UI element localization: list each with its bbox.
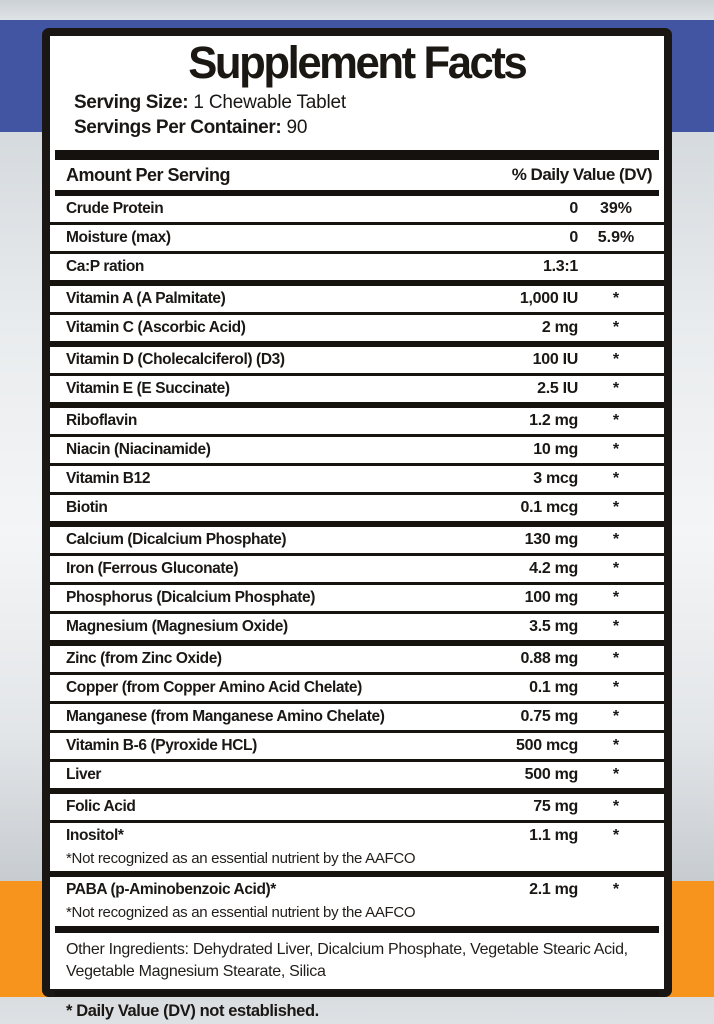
nutrient-name: Ca:P ration [66, 257, 144, 275]
nutrient-amount: 100 IU [532, 350, 578, 368]
nutrient-daily-value: * [612, 736, 620, 754]
nutrient-daily-value: 39% [599, 199, 633, 217]
table-row [50, 556, 664, 585]
nutrient-daily-value: * [612, 881, 620, 899]
table-row [50, 196, 664, 225]
nutrient-daily-value: * [612, 498, 620, 516]
nutrient-daily-value: * [612, 559, 620, 577]
daily-value-header: % Daily Value (DV) [511, 165, 652, 185]
nutrient-daily-value: * [612, 289, 620, 307]
nutrient-name: Iron (Ferrous Gluconate) [66, 559, 239, 577]
servings-per-container-label: Servings Per Container: [74, 117, 282, 139]
table-row [50, 254, 664, 286]
table-row [50, 733, 664, 762]
nutrient-daily-value: * [612, 379, 620, 397]
nutrient-name: Moisture (max) [66, 228, 171, 246]
nutrient-daily-value: * [612, 411, 620, 429]
table-row [50, 286, 664, 315]
aafco-note: *Not recognized as an essential nutrient by the AAFCO [66, 849, 416, 867]
nutrient-name: Magnesium (Magnesium Oxide) [66, 617, 288, 635]
nutrient-name: Vitamin D (Cholecalciferol) (D3) [66, 350, 285, 368]
nutrient-amount: 3 mcg [533, 469, 578, 487]
nutrient-amount: 75 mg [533, 797, 578, 815]
nutrient-name: Vitamin B12 [66, 469, 151, 487]
table-row [50, 585, 664, 614]
nutrient-daily-value: 5.9% [597, 228, 635, 246]
amount-per-serving-header: Amount Per Serving [66, 164, 231, 185]
table-row [50, 347, 664, 376]
nutrient-amount: 0.88 mg [520, 649, 578, 667]
nutrient-name: Inositol* [66, 826, 124, 844]
nutrient-amount: 2.5 IU [537, 379, 578, 397]
table-row [50, 376, 664, 408]
nutrient-amount: 3.5 mg [529, 617, 578, 635]
nutrient-amount: 0.1 mcg [520, 498, 578, 516]
panel-title: Supplement Facts [188, 37, 526, 88]
nutrient-daily-value: * [612, 440, 620, 458]
nutrient-name: PABA (p-Aminobenzoic Acid)* [66, 881, 276, 899]
nutrient-daily-value: * [612, 649, 620, 667]
nutrient-name: Calcium (Dicalcium Phosphate) [66, 530, 287, 548]
nutrient-name: Phosphorus (Dicalcium Phosphate) [66, 588, 316, 606]
table-row [50, 466, 664, 495]
table-row [50, 762, 664, 794]
table-row [50, 675, 664, 704]
table-row [50, 646, 664, 675]
nutrient-name: Biotin [66, 498, 108, 516]
servings-per-container-line [74, 115, 640, 140]
table-row [50, 794, 664, 823]
table-row [50, 225, 664, 254]
nutrient-amount: 4.2 mg [529, 559, 578, 577]
nutrient-name: Vitamin E (E Succinate) [66, 379, 230, 397]
nutrient-name: Vitamin C (Ascorbic Acid) [66, 318, 246, 336]
table-row [50, 704, 664, 733]
nutrient-amount: 1.3:1 [543, 257, 578, 275]
table-row [50, 877, 664, 926]
nutrient-amount: 500 mcg [516, 736, 578, 754]
nutrient-amount: 1,000 IU [519, 289, 578, 307]
table-row [50, 495, 664, 527]
table-row [50, 408, 664, 437]
nutrient-name: Vitamin B-6 (Pyroxide HCL) [66, 736, 257, 754]
nutrient-daily-value: * [612, 588, 620, 606]
nutrient-amount: 130 mg [524, 530, 578, 548]
serving-size-line [74, 90, 640, 115]
nutrient-amount: 0.1 mg [529, 678, 578, 696]
nutrient-name: Manganese (from Manganese Amino Chelate) [66, 707, 385, 725]
nutrient-amount: 10 mg [533, 440, 578, 458]
table-row [50, 527, 664, 556]
servings-per-container-value: 90 [286, 117, 308, 139]
divider-bar [55, 926, 659, 933]
nutrient-daily-value: * [612, 318, 620, 336]
divider-bar [55, 150, 659, 160]
serving-size-label: Serving Size: [74, 92, 189, 114]
nutrient-name: Vitamin A (A Palmitate) [66, 289, 226, 307]
dv-footnote: * Daily Value (DV) not established. [66, 1001, 319, 1020]
table-row [50, 437, 664, 466]
nutrient-amount: 1.2 mg [529, 411, 578, 429]
nutrient-daily-value: * [612, 826, 620, 844]
nutrient-daily-value: * [612, 678, 620, 696]
nutrient-amount: 2 mg [541, 318, 578, 336]
nutrient-name: Riboflavin [66, 411, 137, 429]
nutrient-name: Liver [66, 765, 102, 783]
nutrient-amount: 0.75 mg [520, 707, 578, 725]
nutrient-daily-value: * [612, 797, 620, 815]
facts-table-header [50, 160, 664, 190]
nutrient-daily-value: * [612, 765, 620, 783]
nutrient-name: Crude Protein [66, 199, 164, 217]
serving-info [50, 88, 664, 140]
nutrient-daily-value: * [612, 350, 620, 368]
nutrient-name: Copper (from Copper Amino Acid Chelate) [66, 678, 362, 696]
table-row [50, 614, 664, 646]
serving-size-value: 1 Chewable Tablet [193, 92, 346, 114]
aafco-note: *Not recognized as an essential nutrient by the AAFCO [66, 904, 416, 922]
nutrient-amount: 500 mg [524, 765, 578, 783]
nutrient-name: Zinc (from Zinc Oxide) [66, 649, 222, 667]
nutrient-daily-value: * [612, 469, 620, 487]
nutrient-amount: 1.1 mg [529, 826, 578, 844]
nutrient-amount: 2.1 mg [529, 881, 578, 899]
nutrient-amount: 100 mg [524, 588, 578, 606]
nutrient-name: Folic Acid [66, 797, 136, 815]
nutrient-amount: 0 [569, 228, 578, 246]
table-row [50, 315, 664, 347]
nutrient-daily-value: * [612, 617, 620, 635]
supplement-facts-panel [42, 28, 672, 1020]
other-ingredients-text: Other Ingredients: Dehydrated Liver, Dicalcium Phosphate, Vegetable Stearic Acid, Vegetable Magnesium Stearate, Silica [66, 940, 628, 981]
nutrient-name: Niacin (Niacinamide) [66, 440, 211, 458]
facts-table-body [50, 196, 664, 926]
table-row [50, 823, 664, 878]
nutrient-daily-value: * [612, 530, 620, 548]
nutrient-daily-value: * [612, 707, 620, 725]
nutrient-amount: 0 [569, 199, 578, 217]
